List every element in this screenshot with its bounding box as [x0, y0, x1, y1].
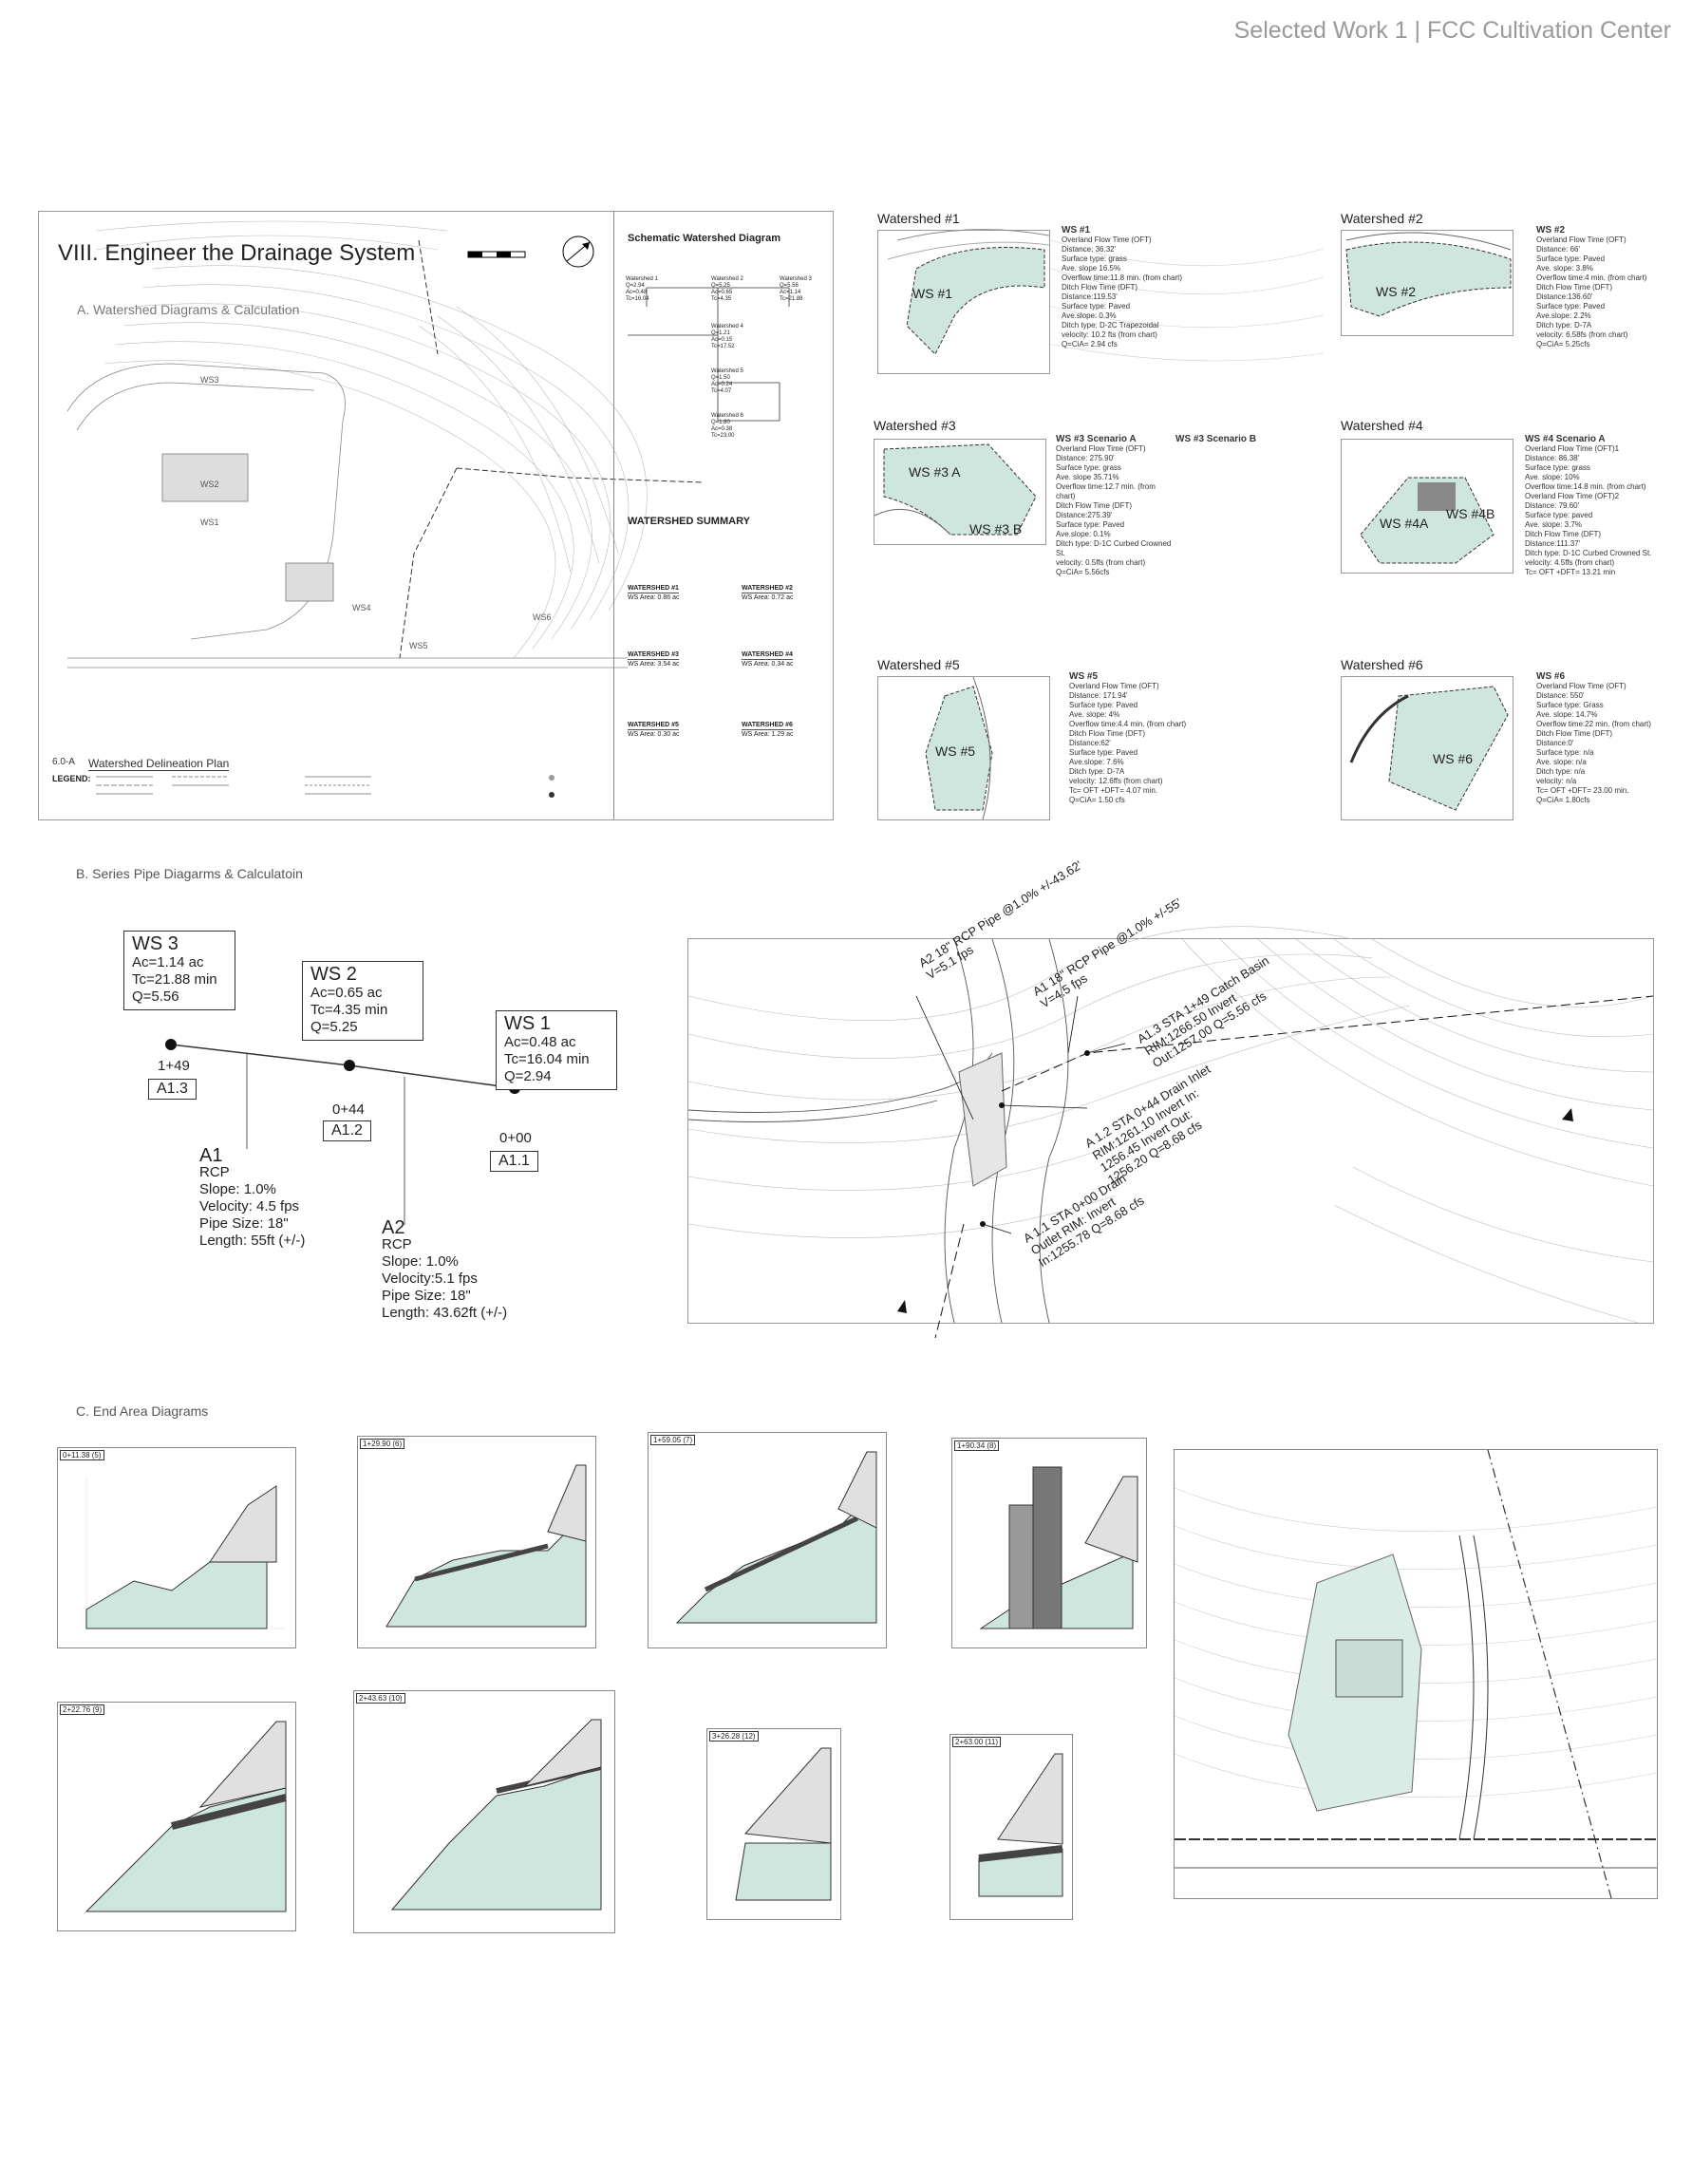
pipe-a1-plan-annotation: A1 18" RCP Pipe @1.0% +/-55' V=4.5 fps	[1030, 894, 1184, 1011]
schematic-node-1: Watershed 1 Q=2.94 Ac=0.48 Tc=16.04	[626, 276, 658, 302]
station-a13-id: A1.3	[148, 1079, 197, 1100]
watershed-3-calc-b: WS #3 Scenario B	[1175, 434, 1257, 444]
drain-inlet-annotation: A 1.2 STA 0+44 Drain Inlet RIM:1261.10 Invert In: 1256.45 Invert Out: 1256.20 Q=8.68 cfs	[1082, 1062, 1213, 1187]
sheet-subtitle: A. Watershed Diagrams & Calculation	[77, 302, 300, 317]
end-area-section-10: 2+43.63 (10)	[353, 1690, 615, 1933]
watershed-4-map: WS #4A WS #4B	[1341, 439, 1513, 574]
pipe-a2-notes: A2 RCP Slope: 1.0% Velocity:5.1 fps Pipe Size: 18" Length: 43.62ft (+/-)	[382, 1217, 508, 1321]
ws1-box: WS 1 Ac=0.48 ac Tc=16.04 min Q=2.94	[496, 1010, 617, 1090]
schematic-node-4: Watershed 4 Q=1.21 Ac=0.15 Tc=17.52	[711, 324, 743, 349]
watershed-3-title: Watershed #3	[874, 418, 956, 433]
end-area-section-8: 1+90.34 (8)	[951, 1438, 1147, 1648]
drainage-sheet	[38, 211, 834, 820]
catch-basin-annotation: A1.3 STA 1+49 Catch Basin RIM:1266.50 Invert Out:1257.00 Q=5.56 cfs	[1135, 952, 1272, 1071]
watershed-2-title: Watershed #2	[1341, 211, 1423, 226]
watershed-5-calc: WS #5 Overland Flow Time (OFT) Distance: 171.94' Surface type: Paved Ave. slope: 4% Overflow time:4.4 min. (from chart) Ditch Flow Time (DFT) Distance:62' Surface type: Paved Ave.slope: 7.6% Ditch type: D-7A velocity: 12.6ffs (from chart) Tc= OFT +DFT= 4.07 min. Q=CiA= 1.50 cfs	[1069, 671, 1187, 804]
section-b-label: B. Series Pipe Diagarms & Calculatoin	[76, 866, 303, 881]
watershed-6-calc: WS #6 Overland Flow Time (OFT) Distance: 550' Surface type: Grass Ave. slope: 14.7% Overflow time:22 min. (from chart) Ditch Flow Time (DFT) Distance:0' Surface type: n/a Ave. slope: n/a Ditch type: n/a velocity: n/a Tc= OFT +DFT= 23.00 min. Q=CiA= 1.80cfs	[1536, 671, 1651, 804]
legend-lines	[96, 772, 590, 810]
end-area-site-plan	[1174, 1449, 1658, 1899]
end-area-section-9: 2+22.76 (9)	[57, 1702, 296, 1931]
legend-label: LEGEND:	[52, 774, 91, 783]
sheet-title: VIII. Engineer the Drainage System	[58, 240, 416, 266]
watershed-4-title: Watershed #4	[1341, 418, 1423, 433]
plan-ws-label-3: WS3	[200, 375, 219, 385]
schematic-node-6: Watershed 6 Q=1.80 Ac=0.38 Tc=23.00	[711, 413, 743, 439]
end-area-section-7: 1+59.05 (7)	[648, 1432, 887, 1648]
plan-ws-label-6: WS6	[533, 612, 552, 622]
ws3-box: WS 3 Ac=1.14 ac Tc=21.88 min Q=5.56	[123, 931, 235, 1010]
scale-bar	[468, 246, 535, 265]
summary-title: WATERSHED SUMMARY	[628, 516, 750, 527]
summary-item-3: WATERSHED #3 WS Area: 3.54 ac	[628, 651, 680, 668]
watershed-1-map: WS #1	[877, 230, 1050, 374]
watershed-3-map: WS #3 A WS #3 B	[874, 439, 1046, 545]
station-a11-label: 0+00	[499, 1130, 532, 1146]
plan-number: 6.0-A	[52, 757, 75, 767]
page-header-title: Selected Work 1 | FCC Cultivation Center	[1233, 17, 1671, 44]
summary-item-1: WATERSHED #1 WS Area: 0.86 ac	[628, 585, 680, 601]
watershed-6-title: Watershed #6	[1341, 657, 1423, 672]
schematic-node-5: Watershed 5 Q=1.50 Ac=0.24 Tc=4.07	[711, 368, 743, 394]
drain-outlet-annotation: A 1.1 STA 0+00 Drain Outlet RIM: Invert In:1255.78 Q=8.68 cfs	[1021, 1171, 1147, 1271]
section-c-label: C. End Area Diagrams	[76, 1403, 209, 1419]
plan-ws-label-2: WS2	[200, 480, 219, 489]
station-a12-label: 0+44	[332, 1101, 365, 1118]
ws2-box: WS 2 Ac=0.65 ac Tc=4.35 min Q=5.25	[302, 961, 423, 1041]
end-area-section-5: 0+11.38 (5)	[57, 1447, 296, 1648]
north-arrow-icon	[559, 233, 597, 271]
summary-item-5: WATERSHED #5 WS Area: 0.30 ac	[628, 722, 680, 738]
watershed-3-calc-a: WS #3 Scenario A Overland Flow Time (OFT) Distance: 275.90' Surface type: grass Ave. slope 35.71% Overflow time:12.7 min. (from chart) Ditch Flow Time (DFT) Distance:275.39' Surface type: Paved Ave.slope: 0.1% Ditch type: D-1C Curbed Crowned St. velocity: 0.5ffs (from chart) Q=CiA= 5.56cfs	[1056, 434, 1172, 576]
watershed-5-map: WS #5	[877, 676, 1050, 820]
watershed-5-title: Watershed #5	[877, 657, 960, 672]
summary-item-2: WATERSHED #2 WS Area: 0.72 ac	[742, 585, 794, 601]
end-area-section-11: 2+63.00 (11)	[949, 1734, 1073, 1920]
schematic-node-3: Watershed 3 Q=5.56 Ac=1.14 Tc=21.88	[780, 276, 812, 302]
end-area-section-12: 3+26.28 (12)	[706, 1728, 841, 1920]
pipe-plan-detail	[687, 857, 1654, 1324]
schematic-title: Schematic Watershed Diagram	[628, 233, 780, 244]
station-a12-id: A1.2	[323, 1120, 371, 1141]
station-a13-label: 1+49	[158, 1058, 190, 1074]
pipe-a1-notes: A1 RCP Slope: 1.0% Velocity: 4.5 fps Pipe Size: 18" Length: 55ft (+/-)	[199, 1145, 306, 1249]
summary-item-6: WATERSHED #6 WS Area: 1.29 ac	[742, 722, 794, 738]
watershed-1-calc: WS #1 Overland Flow Time (OFT) Distance: 36.32' Surface type: grass Ave. slope 16.5% Overflow time:11.8 min. (from chart) Ditch Flow Time (DFT) Distance:119.53' Surface type: Paved Ave.slope: 0.3% Ditch type: D-2C Trapezoidal velocity: 10.2 fts (from chart) Q=CiA= 2.94 cfs	[1062, 225, 1182, 348]
plan-ws-label-4: WS4	[352, 603, 371, 612]
station-a11-id: A1.1	[490, 1151, 538, 1172]
watershed-4-calc: WS #4 Scenario A Overland Flow Time (OFT)1 Distance: 86.38' Surface type: grass Ave. slope: 10% Overflow time:14.8 min. (from chart) Overland Flow Time (OFT)2 Distance: 79.60' Surface type: paved Ave. slope: 3.7% Ditch Flow Time (DFT) Distance:111.37' Ditch type: D-1C Curbed Crowned St. velocity: 4.5ffs (from chart) Tc= OFT +DFT= 13.21 min	[1525, 434, 1652, 576]
plan-label: Watershed Delineation Plan	[88, 757, 230, 770]
sheet-divider	[613, 212, 614, 819]
plan-ws-label-1: WS1	[200, 518, 219, 527]
end-area-section-6: 1+29.90 (6)	[357, 1436, 596, 1648]
pipe-a2-plan-annotation: A2 18" RCP Pipe @1.0% +/-43.62' V=5.1 fps	[916, 857, 1085, 983]
watershed-2-calc: WS #2 Overland Flow Time (OFT) Distance: 66' Surface type: Paved Ave. slope: 3.8% Overflow time:4 min. (from chart) Ditch Flow Time (DFT) Distance:136.60' Surface type: Paved Ave.slope: 2.2% Ditch type: D-7A velocity: 6.58fs (from chart) Q=CiA= 5.25cfs	[1536, 225, 1647, 348]
schematic-node-2: Watershed 2 Q=5.25 Ac=0.65 Tc=4.35	[711, 276, 743, 302]
plan-ws-label-5: WS5	[409, 641, 428, 650]
watershed-2-map: WS #2	[1341, 230, 1513, 336]
watershed-6-map: WS #6	[1341, 676, 1513, 820]
summary-item-4: WATERSHED #4 WS Area: 0.34 ac	[742, 651, 794, 668]
watershed-1-title: Watershed #1	[877, 211, 960, 226]
